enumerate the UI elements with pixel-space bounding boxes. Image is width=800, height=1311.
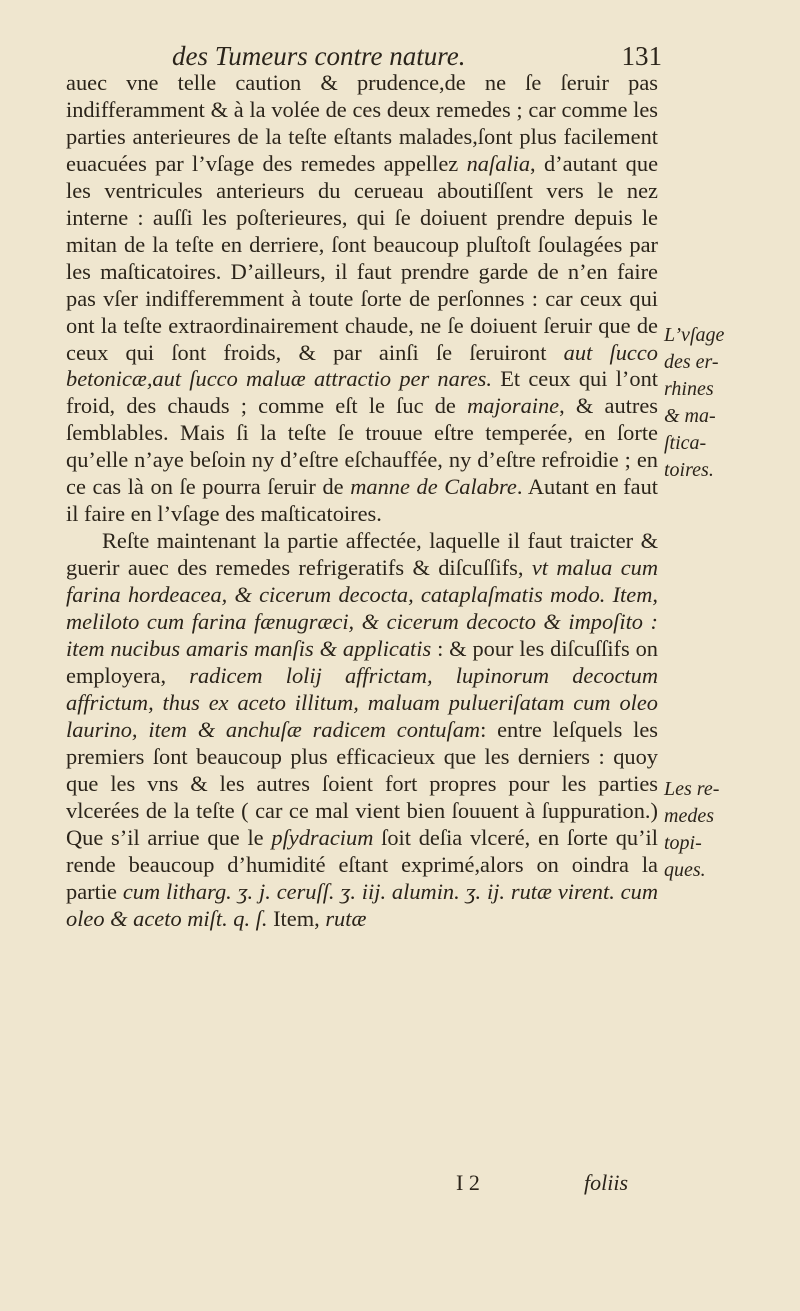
margin-note-line: & ma-	[664, 405, 716, 427]
text-run: , d’autant que les ventricules anterieurs du cerueau aboutiſſent vers le nez interne : auſſi les poſterieures, qui ſe doiuent prendre depuis le mitan de la teſte en derriere, ſont beaucoup pluſtoſt ſoulagées par les maſticatoires. D’ailleurs, il faut prendre garde de n’en faire pas vſer indifferemment à toute ſorte de perſonnes : car ceux qui ont la teſte extraordinairement chaude, ne ſe doiuent ſeruir que de ceux qui ſont froids, & par ainſi ſe ſeruiront	[66, 150, 659, 365]
text-run: Item,	[267, 905, 326, 931]
text-run: : entre leſquels les premiers ſont beaucoup plus efficacieux que les derniers : quoy que les vns & les autres ſoient fort propres pour les parties vlcerées de la teſte ( car ce mal vient bien ſouuent à ſuppuration.) Que s’il arriue que le	[66, 716, 658, 850]
margin-note-line: des er-	[664, 351, 719, 373]
signature-mark: I 2	[456, 1170, 480, 1195]
paragraph-2	[66, 528, 658, 932]
text-run: . Autant en faut il faire en l’vſage des maſticatoires.	[66, 474, 658, 527]
text-run: : & pour les diſcuſſifs on employera,	[66, 636, 658, 688]
catchword: foliis	[584, 1170, 629, 1195]
margin-note-line: medes	[664, 805, 714, 827]
text-run: , & autres ſemblables. Mais ſi la teſte ſe trouue eſtre temperée, en ſorte qu’elle n’aye beſoin ny d’eſtre eſchauffée, ny d’eſtre refroidie ; en ce cas là on ſe pourra ſeruir de	[66, 393, 658, 500]
page-footer	[456, 1168, 676, 1198]
margin-note-line: Les re-	[664, 778, 720, 800]
italic-run: radicem lolij affrictam, lupinorum decoctum affrictum, thus ex aceto illitum, maluam pulueriſatam cum oleo laurino, item & anchuſæ radicem contuſam	[66, 662, 658, 742]
margin-note-errhines	[664, 322, 744, 484]
body-text	[66, 70, 658, 933]
page-number: 131	[621, 41, 662, 71]
margin-note-line: L’vſage	[664, 324, 725, 346]
margin-note-line: ques.	[664, 859, 706, 881]
margin-note-line: topi-	[664, 832, 702, 854]
text-run: Et ceux qui l’ont froid, des chauds ; comme eſt le ſuc de	[66, 366, 658, 419]
margin-note-line: ſtica-	[664, 432, 707, 454]
italic-run: vt malua cum farina hordeacea, & cicerum decocta, cataplaſmatis modo. Item, meliloto cum farina fænugræci, & cicerum decocto & impoſito : item nucibus amaris manſis & applicatis	[66, 555, 658, 662]
text-run: Reſte maintenant la partie affectée, laquelle il faut traicter & guerir auec des remedes refrigeratifs & diſcuſſifs,	[66, 528, 658, 581]
italic-run: naſalia	[466, 150, 531, 176]
italic-run: majoraine	[467, 393, 560, 419]
margin-note-line: toires.	[664, 459, 714, 481]
margin-note-remedes	[664, 776, 744, 884]
italic-run: manne de Calabre	[350, 474, 517, 500]
margin-note-line: rhines	[664, 378, 714, 400]
italic-run: pſydracium	[271, 824, 374, 850]
italic-run: aut ſucco betonicæ,aut ſucco maluæ attractio per nares.	[66, 339, 658, 392]
italic-run: cum litharg. ʒ. j. ceruſſ. ʒ. iij. alumin. ʒ. ij. rutæ virent. cum oleo & aceto miſt. q. ſ.	[66, 878, 658, 931]
text-run: ſoit deſia vlceré, en ſorte qu’il rende beaucoup d’humidité eſtant exprimé,alors on oindra la partie	[66, 824, 658, 904]
text-run: auec vne telle caution & prudence,de ne ſe ſeruir pas indifferamment & à la volée de ces deux remedes ; car comme les parties anterieures de la teſte eſtants malades,ſont plus facilement euacuées par l’vſage des remedes appellez	[66, 70, 658, 176]
italic-run: rutæ	[325, 905, 367, 931]
paragraph-1	[66, 70, 658, 528]
running-title: des Tumeurs contre nature.	[172, 41, 466, 71]
